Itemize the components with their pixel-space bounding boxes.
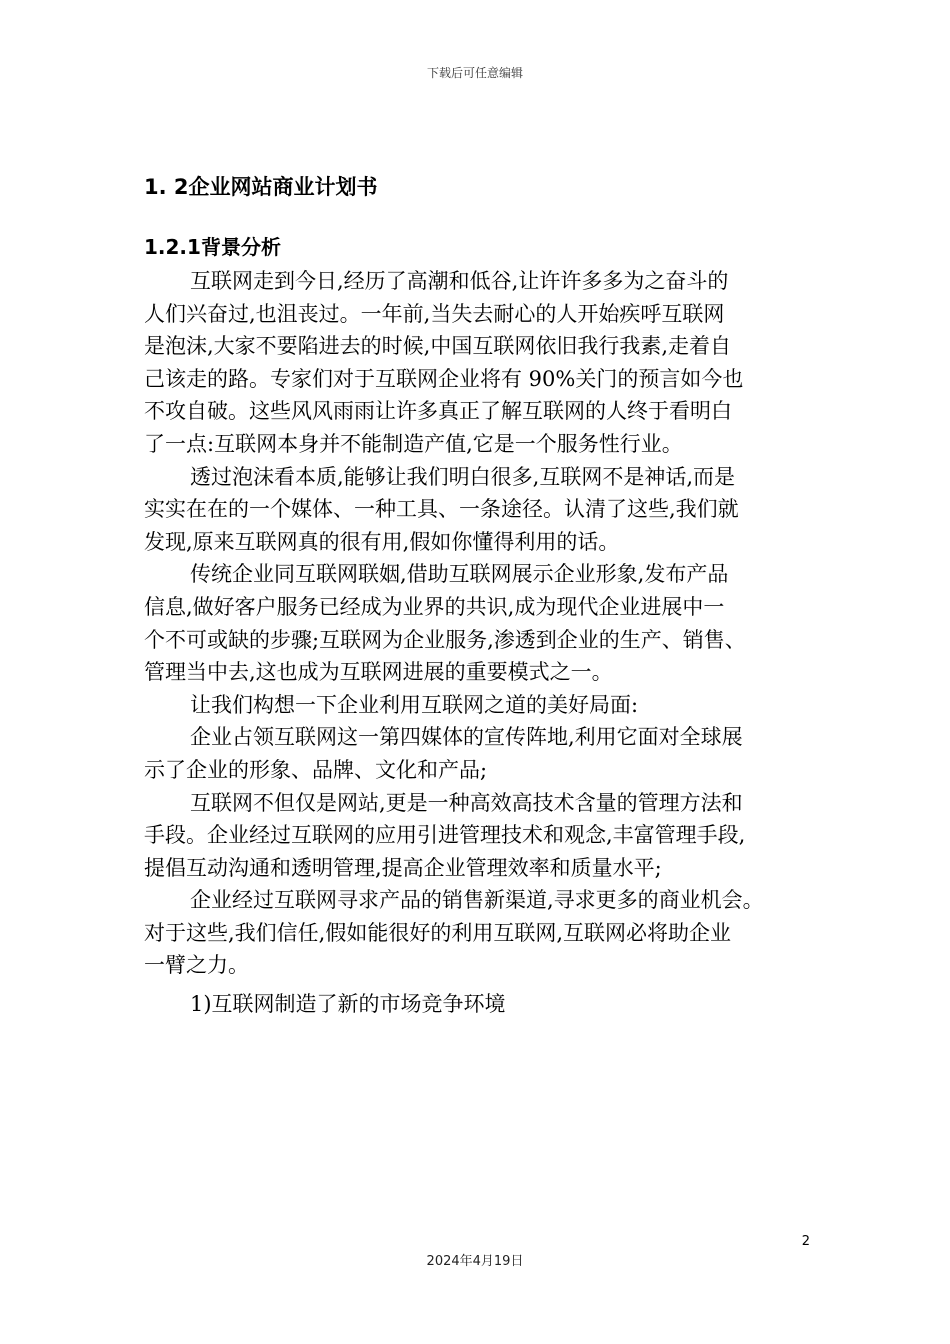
document-body — [144, 170, 812, 1021]
paragraph-line: 人们兴奋过,也沮丧过。一年前,当失去耐心的人开始疾呼互联网 — [144, 301, 725, 326]
paragraph — [144, 689, 812, 722]
page-number: 2 — [801, 1234, 810, 1249]
paragraph — [144, 558, 812, 688]
page-footer-date: 2024年4月19日 — [426, 1254, 524, 1269]
paragraph-line: 对于这些,我们信任,假如能很好的利用互联网,互联网必将助企业 — [144, 920, 732, 945]
subsection-title: 1.2.1背景分析 — [144, 235, 281, 259]
paragraph-line: 个不可或缺的步骤;互联网为企业服务,渗透到企业的生产、销售、 — [144, 627, 746, 652]
paragraph-line: 互联网走到今日,经历了高潮和低谷,让许许多多为之奋斗的 — [190, 269, 729, 293]
paragraph-line: 传统企业同互联网联姻,借助互联网展示企业形象,发布产品 — [190, 562, 729, 587]
paragraph-line: 一臂之力。 — [144, 953, 249, 978]
paragraph — [144, 265, 812, 461]
paragraph — [144, 884, 812, 982]
paragraph-line: 管理当中去,这也成为互联网进展的重要模式之一。 — [144, 660, 613, 685]
paragraph-line: 企业占领互联网这一第四媒体的宣传阵地,利用它面对全球展 — [190, 725, 743, 750]
page-header: 下载后可任意编辑 — [426, 66, 523, 80]
paragraph-line: 示了企业的形象、品牌、文化和产品; — [144, 757, 488, 782]
section-title: 1. 2企业网站商业计划书 — [144, 175, 378, 199]
paragraph-line: 企业经过互联网寻求产品的销售新渠道,寻求更多的商业机会。 — [190, 888, 764, 913]
paragraph — [144, 721, 812, 786]
paragraph-line: 提倡互动沟通和透明管理,提高企业管理效率和质量水平; — [144, 855, 662, 880]
paragraph-line: 互联网不但仅是网站,更是一种高效高技术含量的管理方法和 — [190, 790, 743, 815]
paragraph — [144, 787, 812, 885]
paragraph-line: 了一点:互联网本身并不能制造产值,它是一个服务性行业。 — [144, 431, 683, 456]
paragraph-line: 己该走的路。专家们对于互联网企业将有 90%关门的预言如今也 — [144, 366, 744, 391]
paragraph-line: 1)互联网制造了新的市场竞争环境 — [190, 992, 506, 1017]
paragraph-line: 透过泡沫看本质,能够让我们明白很多,互联网不是神话,而是 — [190, 464, 736, 489]
paragraph-line: 手段。企业经过互联网的应用引进管理技术和观念,丰富管理手段, — [144, 823, 746, 848]
paragraph — [144, 988, 812, 1021]
paragraph — [144, 461, 812, 559]
paragraph-line: 信息,做好客户服务已经成为业界的共识,成为现代企业进展中一 — [144, 594, 725, 619]
paragraph-line: 是泡沫,大家不要陷进去的时候,中国互联网依旧我行我素,走着自 — [144, 334, 732, 359]
paragraph-line: 发现,原来互联网真的很有用,假如你懂得利用的话。 — [144, 529, 620, 554]
paragraph-line: 实实在在的一个媒体、一种工具、一条途径。认清了这些,我们就 — [144, 497, 739, 522]
paragraph-line: 让我们构想一下企业利用互联网之道的美好局面: — [190, 692, 639, 717]
paragraph-line: 不攻自破。这些风风雨雨让许多真正了解互联网的人终于看明白 — [144, 399, 732, 424]
